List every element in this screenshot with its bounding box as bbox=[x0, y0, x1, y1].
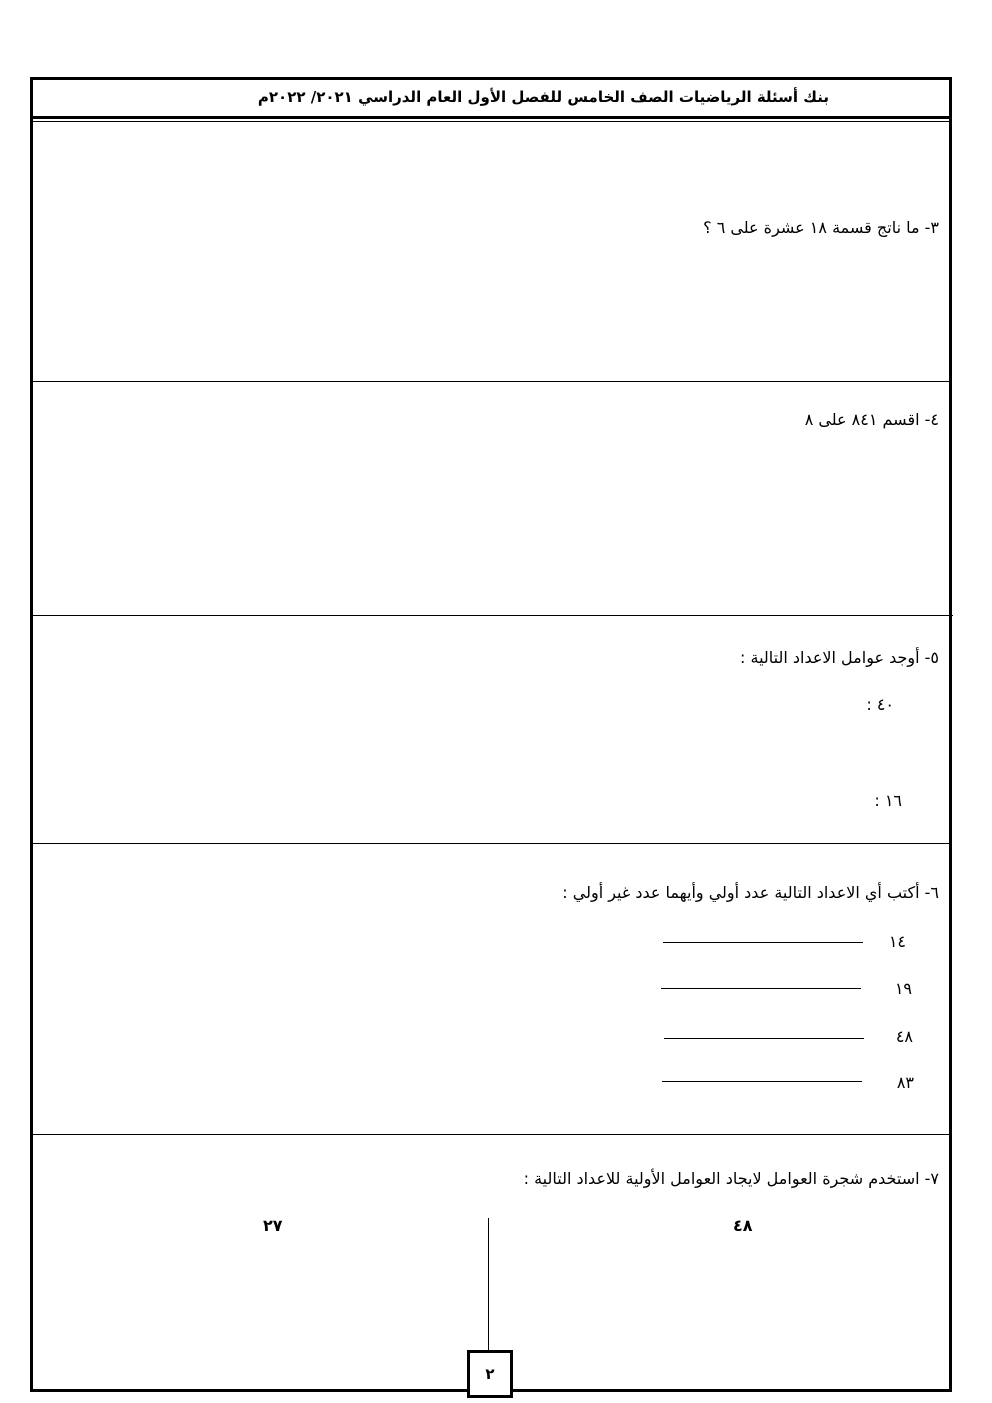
answer-line[interactable] bbox=[661, 988, 861, 989]
number-item: ١٤ bbox=[888, 932, 906, 951]
header-box bbox=[33, 80, 949, 119]
divider bbox=[33, 843, 949, 844]
answer-line[interactable] bbox=[662, 1081, 862, 1082]
answer-line[interactable] bbox=[664, 1038, 864, 1039]
header-rule bbox=[33, 121, 949, 122]
worksheet-frame bbox=[30, 77, 952, 1392]
question-5: ٥- أوجد عوامل الاعداد التالية : bbox=[740, 648, 939, 667]
question-6: ٦- أكتب أي الاعداد التالية عدد أولي وأيهما عدد غير أولي : bbox=[562, 883, 939, 902]
tree-number-27: ٢٧ bbox=[263, 1216, 283, 1235]
question-7: ٧- استخدم شجرة العوامل لايجاد العوامل الأولية للاعداد التالية : bbox=[523, 1169, 939, 1188]
question-3: ٣- ما ناتج قسمة ١٨ عشرة على ٦ ؟ bbox=[703, 218, 939, 237]
question-4: ٤- اقسم ٨٤١ على ٨ bbox=[804, 410, 939, 429]
number-item: ١٩ bbox=[894, 979, 912, 998]
divider bbox=[33, 615, 953, 616]
tree-number-48: ٤٨ bbox=[733, 1216, 753, 1235]
number-item: ٨٣ bbox=[896, 1073, 914, 1092]
number-item: ٤٨ bbox=[895, 1027, 913, 1046]
factor-item-16: ١٦ : bbox=[874, 791, 902, 810]
page-number: ٢ bbox=[467, 1350, 513, 1398]
page-title: بنك أسئلة الرياضيات الصف الخامس للفصل الأول العام الدراسي ٢٠٢١/ ٢٠٢٢م bbox=[257, 88, 829, 106]
divider bbox=[33, 1134, 949, 1135]
divider bbox=[33, 381, 949, 382]
factor-item-40: ٤٠ : bbox=[866, 695, 894, 714]
answer-line[interactable] bbox=[663, 942, 863, 943]
tree-divider bbox=[488, 1218, 489, 1350]
